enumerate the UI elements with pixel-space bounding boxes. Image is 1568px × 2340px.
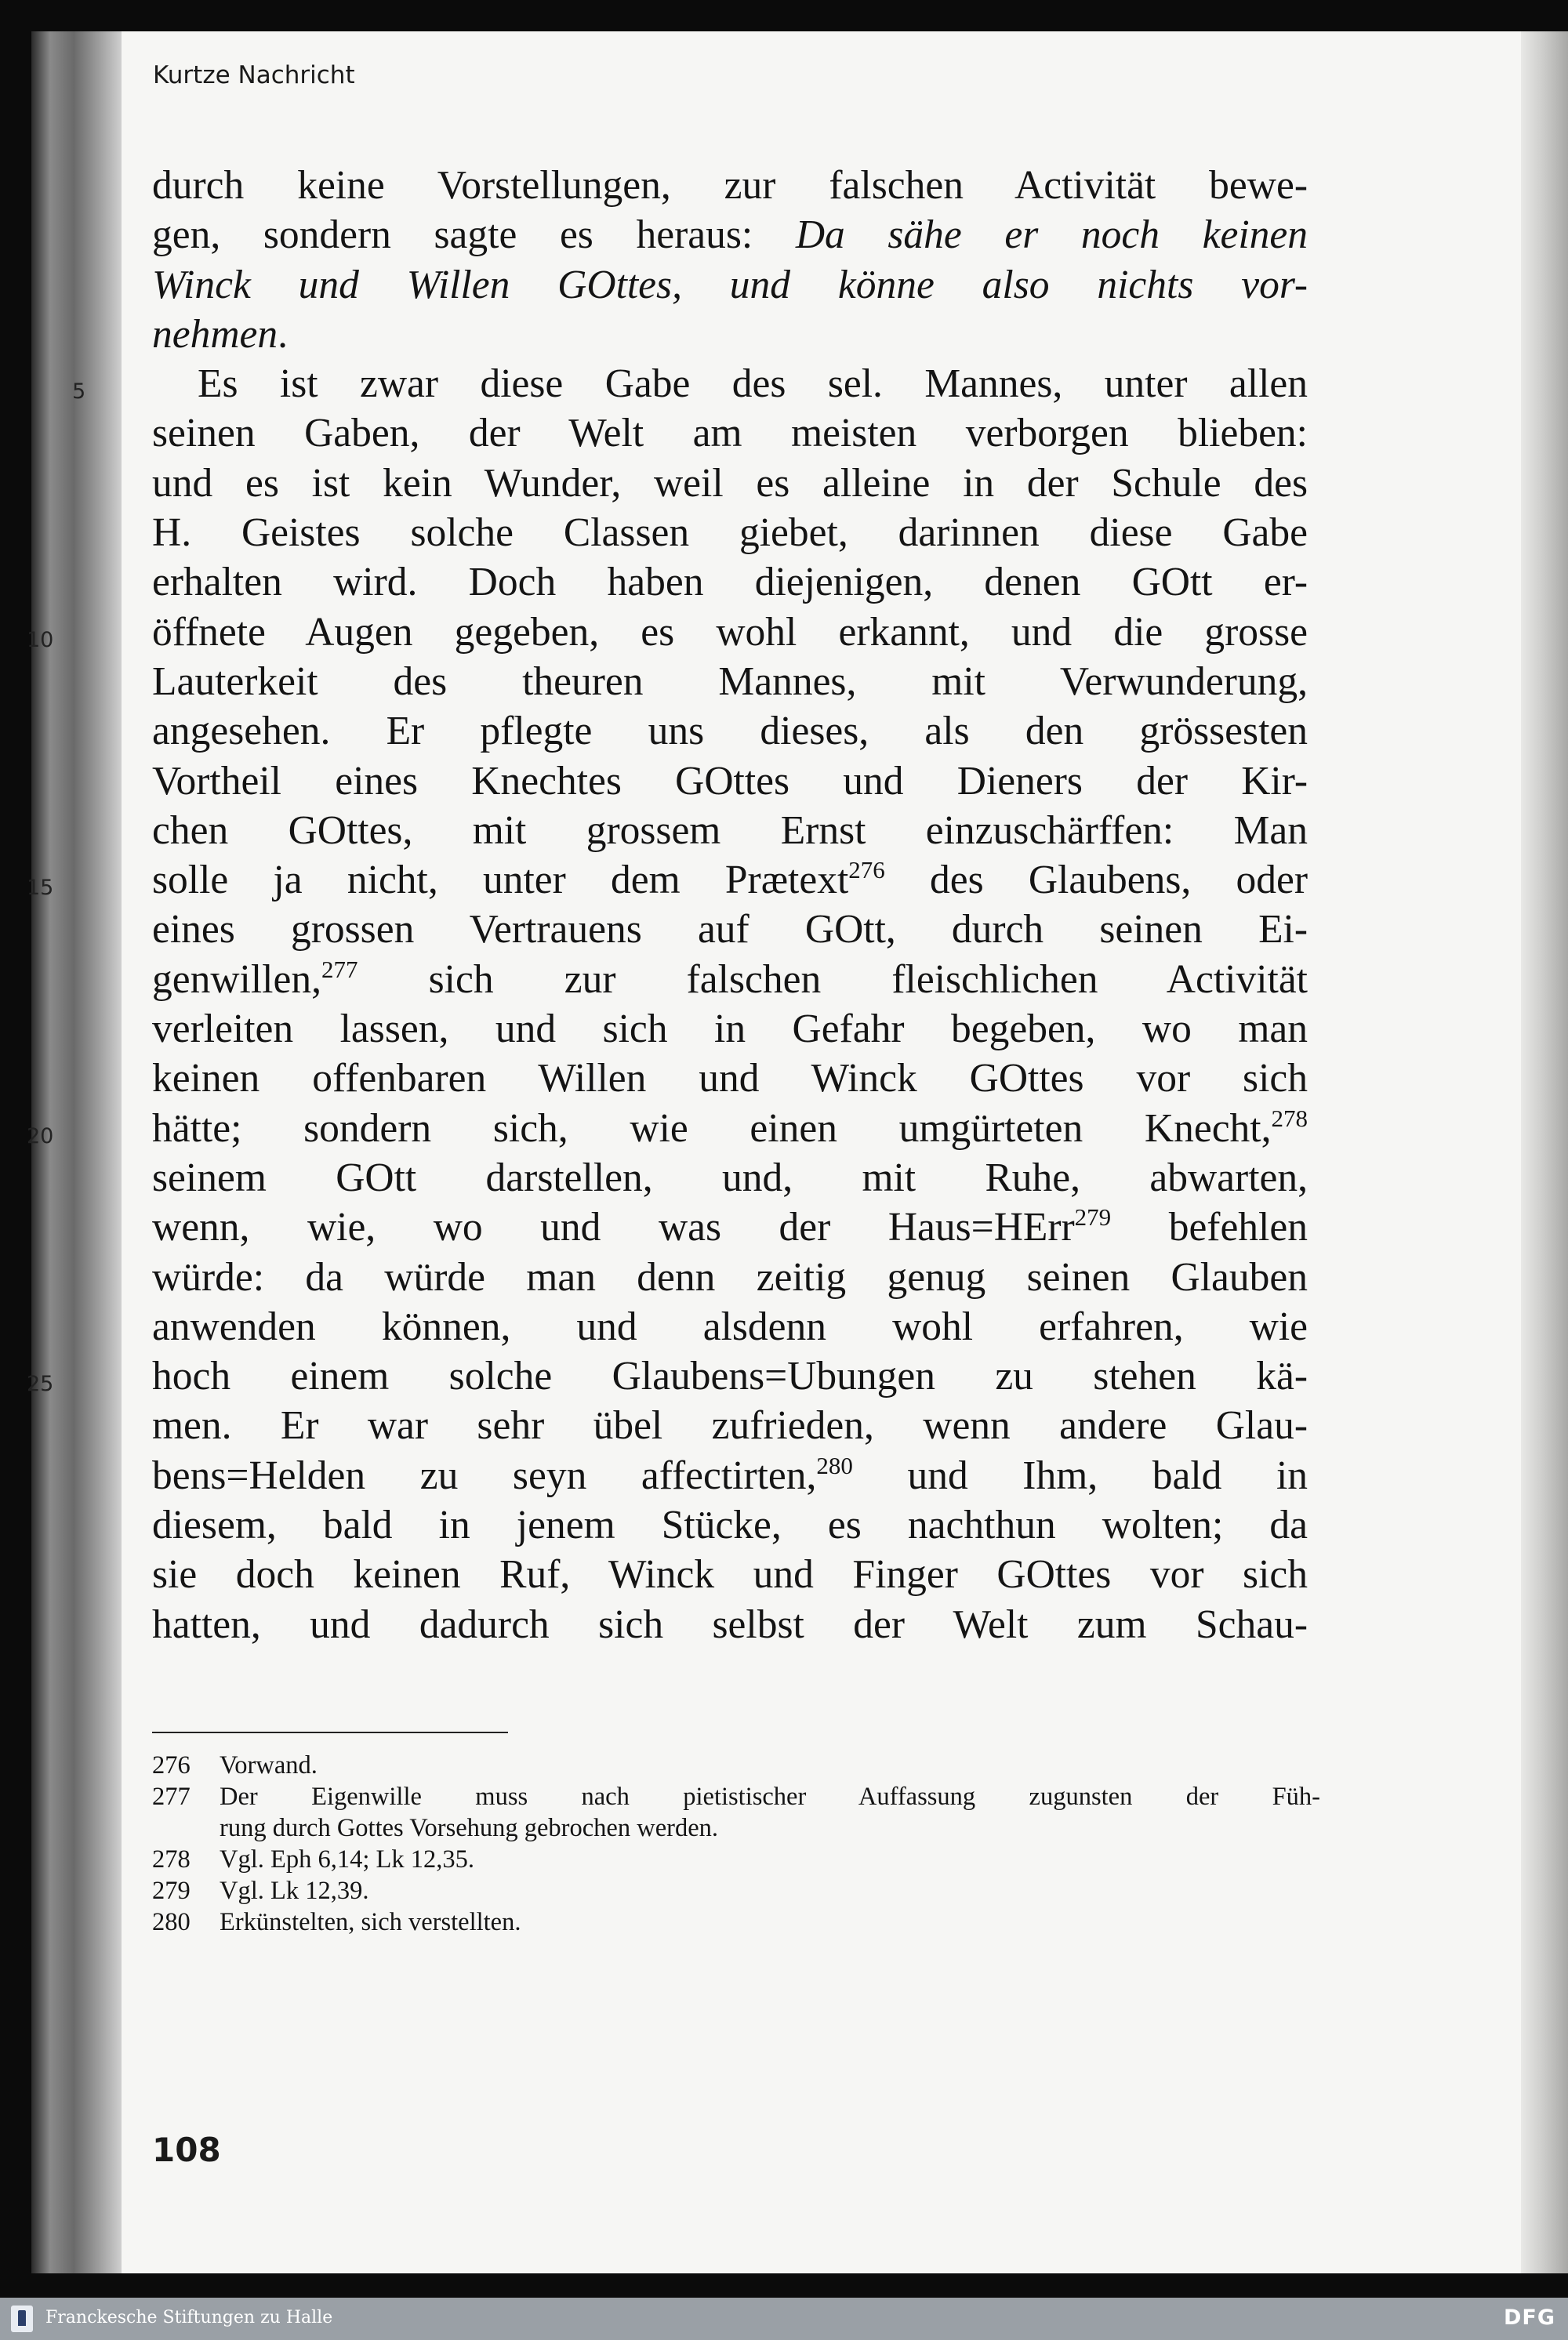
institution-name: Franckesche Stiftungen zu Halle [45, 2308, 333, 2327]
footnote-number: 279 [152, 1877, 191, 1905]
text-line [152, 1451, 1308, 1500]
text-line [152, 1401, 1308, 1450]
text-segment: des Glaubens, oder [884, 858, 1308, 903]
page-number: 108 [152, 2131, 221, 2169]
text-segment: gen, sondern sagte es heraus: [152, 212, 796, 258]
text-segment: würde: da würde man denn zeitig genug seinen Glauben [152, 1254, 1308, 1300]
text-segment: chen GOttes, mit grossem Ernst einzuschärffen: Man [152, 807, 1308, 853]
text-segment: durch keine Vorstellungen, zur falschen Activität bewe- [152, 163, 1308, 208]
footnote-line: Vgl. Eph 6,14; Lk 12,35. [220, 1845, 474, 1874]
text-segment: angesehen. Er pflegte uns dieses, als den grössesten [152, 709, 1308, 754]
running-head: Kurtze Nachricht [153, 61, 355, 89]
text-segment: erhalten wird. Doch haben diejenigen, denen GOtt er- [152, 560, 1308, 605]
text-segment: Lauterkeit des theuren Mannes, mit Verwunderung, [152, 658, 1308, 704]
text-line [152, 1203, 1308, 1252]
text-segment: anwenden können, und alsdenn wohl erfahren, wie [152, 1304, 1308, 1349]
footnote [152, 1844, 1320, 1875]
footnote-ref: 280 [816, 1451, 853, 1479]
text-line [152, 557, 1308, 607]
footnote [152, 1906, 1320, 1938]
text-line [152, 1500, 1308, 1550]
footnote-text [220, 1781, 1320, 1844]
text-line [152, 905, 1308, 954]
text-line [152, 408, 1308, 458]
book-page-edges-right [1513, 31, 1568, 2273]
text-segment: sie doch keinen Ruf, Winck und Finger GOttes vor sich [152, 1552, 1308, 1598]
text-segment: H. Geistes solche Classen giebet, darinnen diese Gabe [152, 510, 1308, 556]
text-segment: und Ihm, bald in [852, 1453, 1308, 1498]
text-segment: genwillen, [152, 956, 321, 1002]
text-line [152, 161, 1308, 210]
text-segment: bens=Helden zu seyn affectirten, [152, 1453, 817, 1498]
text-line [152, 1600, 1308, 1649]
footnote-rule [152, 1732, 508, 1733]
dfg-logo: DFG [1503, 2306, 1555, 2330]
text-segment: hoch einem solche Glaubens=Ubungen zu stehen kä- [152, 1354, 1308, 1399]
text-segment: befehlen [1111, 1205, 1308, 1250]
line-number: 20 [27, 1123, 54, 1148]
footnote-line: rung durch Gottes Vorsehung gebrochen werden. [220, 1814, 719, 1842]
text-line [152, 1004, 1308, 1054]
text-line [152, 1153, 1308, 1203]
text-segment: hatten, und dadurch sich selbst der Welt zum Schau- [152, 1602, 1308, 1647]
text-segment: hätte; sondern sich, wie einen umgürteten Knecht, [152, 1105, 1272, 1151]
footer-bar [0, 2298, 1568, 2340]
text-line [152, 1550, 1308, 1599]
text-segment: Winck und Willen GOttes, und könne also nichts vor- [152, 262, 1308, 307]
footnote-line: Vorwand. [220, 1751, 318, 1779]
text-line [72, 359, 1308, 408]
text-segment: sich zur falschen fleischlichen Activität [358, 956, 1308, 1002]
text-line [152, 1302, 1308, 1351]
footnote-ref: 277 [321, 955, 358, 983]
footnote-line: Der Eigenwille muss nach pietistischer Auffassung zugunsten der Füh- [220, 1783, 1320, 1811]
text-line [152, 955, 1308, 1004]
footnote-line: Vgl. Lk 12,39. [220, 1877, 369, 1905]
footnote-ref: 278 [1271, 1104, 1308, 1132]
body-text [27, 161, 1308, 1649]
text-segment: wenn, wie, wo und was der Haus=HErr [152, 1205, 1075, 1250]
text-line [152, 310, 1308, 359]
text-segment: keinen offenbaren Willen und Winck GOttes vor sich [152, 1056, 1308, 1101]
text-segment: öffnete Augen gegeben, es wohl erkannt, und die grosse [152, 609, 1308, 655]
footnote-ref: 276 [848, 856, 885, 884]
line-number: 15 [27, 876, 54, 901]
footnote-number: 280 [152, 1908, 191, 1936]
text-segment: Es ist zwar diese Gabe des sel. Mannes, unter allen [198, 361, 1308, 407]
francke-logo-icon [11, 2306, 33, 2332]
text-segment: seinen Gaben, der Welt am meisten verborgen blieben: [152, 411, 1308, 456]
footnote-text [220, 1844, 1320, 1875]
text-line [152, 508, 1308, 557]
text-segment: Da sähe er noch keinen [795, 212, 1308, 258]
text-segment: nehmen [152, 311, 278, 357]
footnote [152, 1875, 1320, 1906]
text-line [27, 1104, 1308, 1153]
text-line [152, 1054, 1308, 1103]
text-line [27, 855, 1308, 905]
text-segment: diesem, bald in jenem Stücke, es nachthun wolten; da [152, 1503, 1308, 1548]
footnote-text [220, 1906, 1320, 1938]
line-number: 25 [27, 1372, 54, 1397]
text-segment: verleiten lassen, und sich in Gefahr begeben, wo man [152, 1007, 1308, 1052]
footnote-number: 276 [152, 1751, 191, 1779]
text-segment: eines grossen Vertrauens auf GOtt, durch seinen Ei- [152, 907, 1308, 952]
footnote-number: 277 [152, 1783, 191, 1811]
text-line [27, 608, 1308, 657]
text-line [152, 756, 1308, 806]
footnotes [152, 1750, 1320, 1938]
text-line [152, 657, 1308, 706]
text-line [152, 210, 1308, 259]
text-line [152, 706, 1308, 756]
text-segment: men. Er war sehr übel zufrieden, wenn andere Glau- [152, 1403, 1308, 1449]
text-line [152, 806, 1308, 855]
text-line [152, 1253, 1308, 1302]
text-segment: solle ja nicht, unter dem Prætext [152, 858, 849, 903]
text-segment: und es ist kein Wunder, weil es alleine in der Schule des [152, 460, 1308, 506]
footnote [152, 1750, 1320, 1781]
footnote-text [220, 1750, 1320, 1781]
footnote-text [220, 1875, 1320, 1906]
text-segment: . [278, 311, 289, 357]
text-line [27, 1351, 1308, 1401]
footnote-number: 278 [152, 1845, 191, 1874]
text-segment: Vortheil eines Knechtes GOttes und Dieners der Kir- [152, 758, 1308, 804]
text-segment: seinem GOtt darstellen, und, mit Ruhe, abwarten, [152, 1155, 1308, 1200]
line-number: 10 [27, 627, 54, 652]
line-number: 5 [72, 379, 86, 405]
footnote [152, 1781, 1320, 1844]
text-line [152, 459, 1308, 508]
footnote-line: Erkünstelten, sich verstellten. [220, 1908, 521, 1936]
footnote-ref: 279 [1074, 1203, 1112, 1232]
text-line [152, 260, 1308, 310]
